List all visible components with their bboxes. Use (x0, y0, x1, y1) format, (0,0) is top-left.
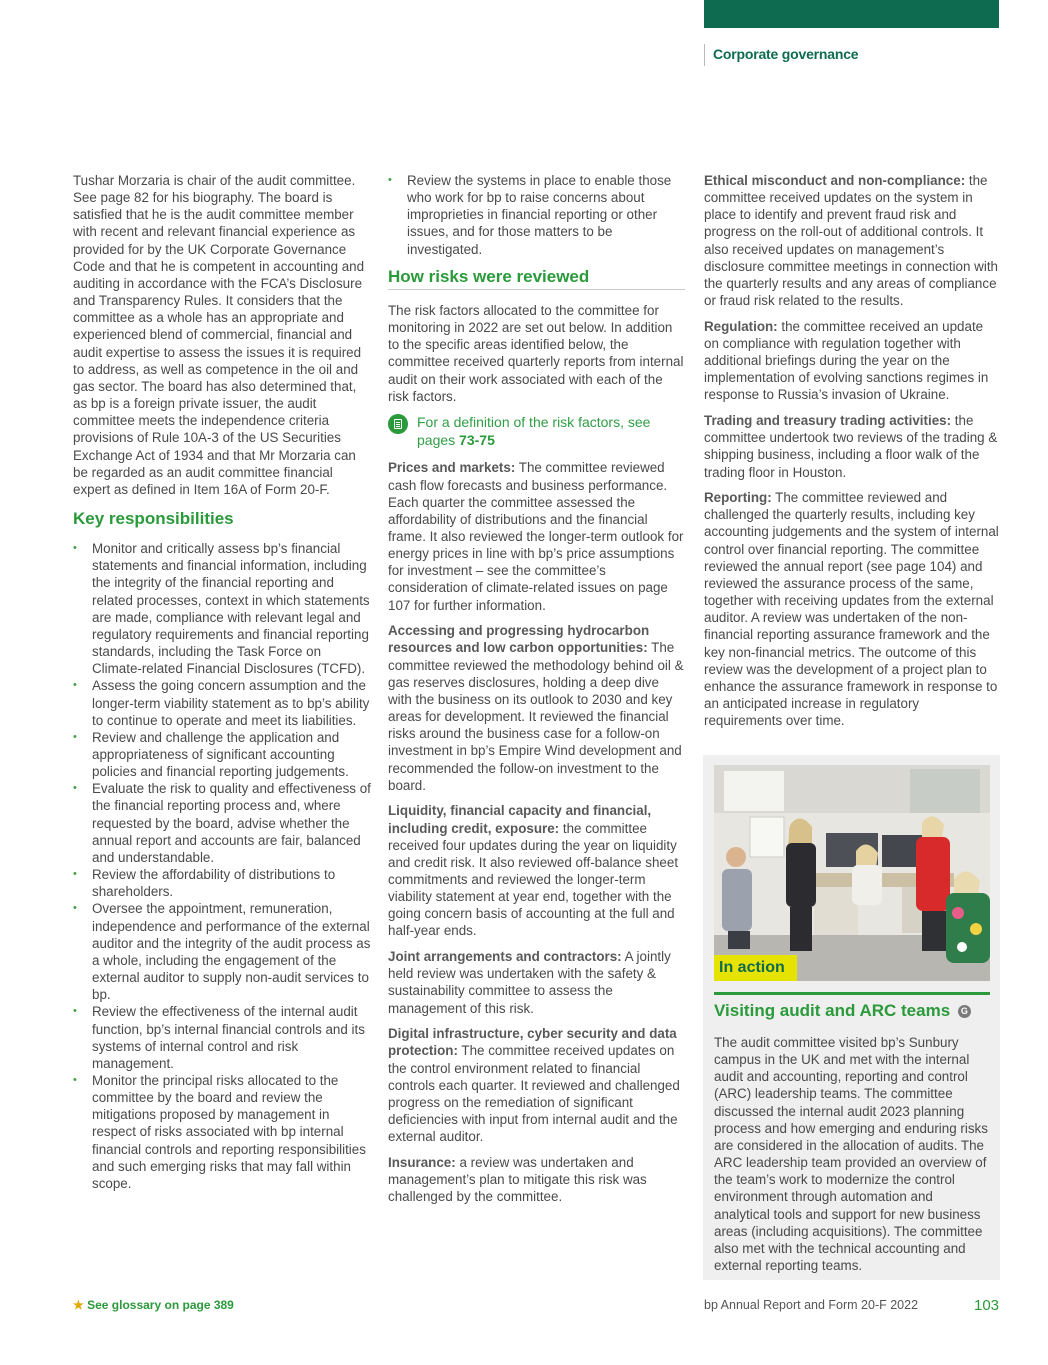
risk-factors-reference[interactable] (388, 413, 685, 449)
list-item: • Monitor and critically assess bp’s financial statements and financial information, including the integrity of the financial reporting and related processes, context in which statements are made, compliance with relevant legal and regulatory requirements and financial reporting standards, including the Task Force on Climate-related Financial Disclosures (TCFD). (73, 540, 371, 677)
risks-intro: The risk factors allocated to the committee for monitoring in 2022 are set out below. In addition to the specific areas identified below, the committee received quarterly reports from internal audit on their work associated with each of the risk factors. (388, 302, 684, 404)
key-responsibilities-heading: Key responsibilities (73, 508, 234, 528)
risk-item: Trading and treasury trading activities: the committee undertook two reviews of the trading & shipping business, including a floor walk of the trading floor in Houston. (704, 413, 998, 480)
list-item: • Review the affordability of distributions to shareholders. (73, 866, 371, 900)
page-number: 103 (974, 1297, 1000, 1314)
risks-reviewed-heading: How risks were reviewed (388, 268, 685, 290)
meeting-photo-illustration (714, 765, 990, 981)
header-divider (704, 44, 705, 66)
column-2 (388, 172, 685, 1214)
list-item: • Review the effectiveness of the internal audit function, bp’s internal financial controls and its systems of internal control and risk management. (73, 1003, 371, 1072)
list-item: • Review the systems in place to enable those who work for bp to raise concerns about improprieties in financial reporting or other issues, and for those matters to be investigated. (388, 172, 685, 258)
list-item: • Review and challenge the application and appropriateness of significant accounting policies and financial reporting judgements. (73, 729, 371, 780)
responsibilities-list-continued (388, 172, 685, 258)
in-action-box (703, 755, 1000, 1280)
glossary-icon: G (958, 1005, 971, 1018)
star-icon: ★ (73, 1298, 84, 1312)
box-divider (714, 992, 990, 995)
report-title: bp Annual Report and Form 20-F 2022 (704, 1298, 919, 1312)
column-3 (704, 172, 1000, 738)
meeting-photo (714, 765, 990, 981)
risk-item: Insurance: a review was undertaken and management’s plan to mitigate this risk was challenged by the committee. (388, 1154, 647, 1205)
document-icon (388, 414, 408, 434)
risk-item: Liquidity, financial capacity and financial, including credit, exposure: the committee received four updates during the year on liquidity and credit risk. It also reviewed off-balance sheet commitments and reviewed the longer-term viability statement at year end, together with the going concern basis of accounting at the full and half-year ends. (388, 803, 679, 939)
in-action-body: The audit committee visited bp’s Sunbury campus in the UK and met with the internal audit and accounting, reporting and control (ARC) leadership teams. The committee discussed the internal audit 2023 planning process and how emerging and enduring risks are considered in the allocation of audits. The ARC leadership team provided an overview of the team’s work to modernize the control environment through automation and analytical tools and support for new business areas (including acquisitions). The committee also met with the technical accounting and external reporting teams. (714, 1035, 988, 1274)
risk-item: Reporting: The committee reviewed and challenged the quarterly results, including key accounting judgements and the system of internal control over financial reporting. The committee reviewed the annual report (see page 104) and reviewed the assurance process of the same, together with receiving updates from the external auditor. A review was undertaken of the non-financial reporting assurance framework and the key non-financial metrics. The outcome of this review was the development of a project plan to enhance the assurance framework in response to an anticipated increase in regulatory requirements over time. (704, 490, 999, 729)
glossary-link[interactable]: ★ See glossary on page 389 (73, 1298, 234, 1312)
in-action-tag: In action (714, 955, 797, 981)
list-item: • Assess the going concern assumption and the longer-term viability statement as to bp’s ability to continue to operate and meet its liabilities. (73, 677, 371, 728)
risk-item: Ethical misconduct and non-compliance: the committee received updates on the system in place to identify and prevent fraud risk and progress on the roll-out of additional controls. It also received updates on management’s disclosure committee meetings in connection with the quarterly results and any areas of compliance or fraud risk related to the results. (704, 173, 998, 309)
list-item: • Evaluate the risk to quality and effectiveness of the financial reporting process and, where requested by the board, advise whether the annual report and accounts are fair, balanced and understandable. (73, 780, 371, 866)
reference-pages-link[interactable]: 73-75 (459, 432, 495, 449)
section-title: Corporate governance (713, 46, 859, 62)
list-item: • Oversee the appointment, remuneration, independence and performance of the external auditor and the integrity of the audit process as a whole, including the engagement of the external auditor to supply non-audit services to bp. (73, 900, 371, 1003)
responsibilities-list (73, 540, 371, 1192)
risk-item: Prices and markets: The committee reviewed cash flow forecasts and business performance. Each quarter the committee assessed the affordability of distributions and the financial frame. It also reviewed the longer-term outlook for energy prices in line with bp’s price assumptions for investment – see the committee’s consideration of climate-related issues on page 107 for further information. (388, 460, 684, 613)
reference-text: For a definition of the risk factors, see pages 73-75 (417, 414, 651, 449)
column-1 (73, 172, 371, 1192)
risk-item: Regulation: the committee received an update on compliance with regulation together with additional briefings during the year on the implementation of evolving sanctions regimes in response to Russia’s invasion of Ukraine. (704, 318, 989, 403)
header-bar (704, 0, 999, 28)
list-item: • Monitor the principal risks allocated to the committee by the board and review the mitigations proposed by management in respect of risks associated with bp internal financial controls and reporting responsibilities and such emerging risks that may fall within scope. (73, 1072, 371, 1192)
risk-item: Digital infrastructure, cyber security and data protection: The committee received updates on the control environment related to financial controls each quarter. It reviewed and challenged progress on the remediation of significant deficiencies with input from internal audit and the external auditor. (388, 1026, 680, 1145)
in-action-title: Visiting audit and ARC teams G (714, 1001, 971, 1021)
risk-item: Accessing and progressing hydrocarbon resources and low carbon opportunities: The committee reviewed the methodology behind oil & gas reserves disclosures, holding a deep dive with the business on its outlook to 2030 and key areas for development. It reviewed the financial risks around the business case for a follow-on investment in bp’s Empire Wind development and recommended the follow-on investment to the board. (388, 623, 684, 793)
intro-paragraph: Tushar Morzaria is chair of the audit committee. See page 82 for his biography. The board is satisfied that he is the audit committee member with recent and relevant financial experience as provided for by the UK Corporate Governance Code and that he is competent in accounting and auditing in accordance with the FCA’s Disclosure and Transparency Rules. It considers that the committee as a whole has an appropriate and experienced blend of commercial, financial and audit expertise to assess the issues it is required to address, as well as competence in the oil and gas sector. The board has also determined that, as bp is a foreign private issuer, the audit committee meets the independence criteria provisions of Rule 10A-3 of the US Securities Exchange Act of 1934 and that Mr Morzaria can be regarded as an audit committee financial expert as defined in Item 16A of Form 20-F. (73, 173, 365, 497)
risk-item: Joint arrangements and contractors: A jointly held review was undertaken with the safety & sustainability committee to assess the management of this risk. (388, 949, 671, 1016)
